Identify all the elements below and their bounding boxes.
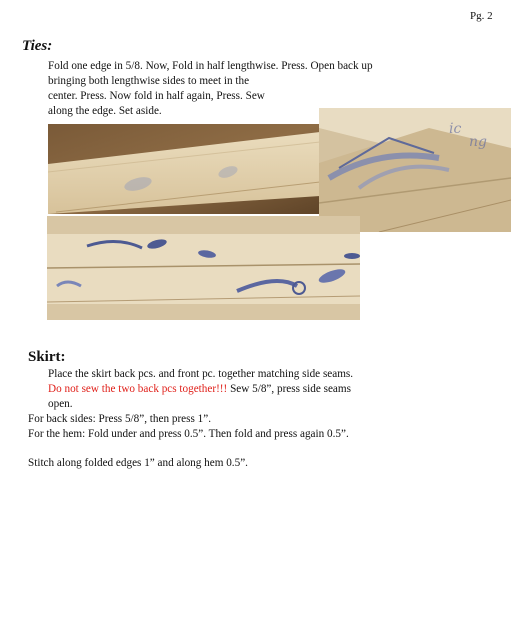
skirt-hem-line: For the hem: Fold under and press 0.5”. Then fold and press again 0.5”. [28, 428, 349, 440]
tie-print-strip-photo [47, 216, 360, 320]
ties-instruction-line-3: center. Press. Now fold in half again, Press. Sew [48, 90, 265, 102]
tie-closeup-photo [319, 108, 511, 232]
svg-text:ng: ng [469, 134, 487, 150]
ties-heading: Ties: [22, 38, 53, 54]
svg-text:ic: ic [449, 121, 462, 137]
ties-instruction-line-2: bringing both lengthwise sides to meet in the [48, 75, 250, 87]
skirt-warning-text: Do not sew the two back pcs together!!! [48, 383, 228, 395]
skirt-line-3: open. [48, 398, 73, 410]
skirt-stitch-line: Stitch along folded edges 1” and along hem 0.5”. [28, 457, 248, 469]
skirt-line-2-rest: Sew 5/8”, press side seams [227, 383, 351, 395]
skirt-line-1: Place the skirt back pcs. and front pc. together matching side seams. [48, 368, 354, 380]
ties-instruction-line-4: along the edge. Set aside. [48, 105, 162, 117]
ties-instruction-line-1: Fold one edge in 5/8. Now, Fold in half lengthwise. Press. Open back up [48, 60, 373, 72]
tie-folded-photo [48, 124, 320, 214]
skirt-back-sides-line: For back sides: Press 5/8”, then press 1”. [28, 413, 212, 425]
skirt-line-2 [48, 382, 351, 397]
skirt-heading: Skirt: [28, 349, 66, 365]
page-number: Pg. 2 [470, 10, 493, 22]
